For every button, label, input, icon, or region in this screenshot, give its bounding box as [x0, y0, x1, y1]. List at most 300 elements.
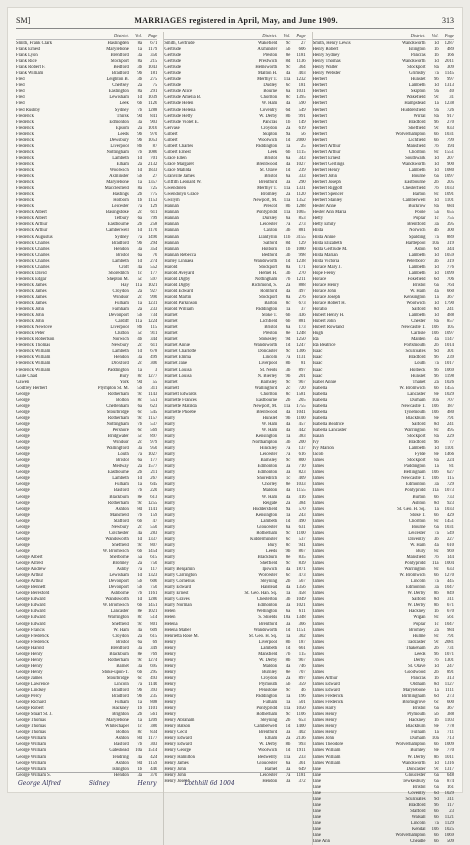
- entry-name: James Theodore: [312, 742, 344, 748]
- entry-page: 670: [446, 609, 454, 615]
- entry-page: 115: [150, 325, 158, 331]
- entry-page: 1490: [147, 234, 158, 240]
- entry-district: Leicester: [408, 530, 426, 536]
- entry-volume: 5b: [137, 385, 142, 391]
- entry-district: Lancaster: [407, 391, 426, 397]
- entry-name: George: [16, 409, 30, 415]
- entry-name: James: [312, 548, 325, 554]
- entry-page: 1065: [296, 210, 306, 216]
- entry-district: Derby: [413, 657, 426, 663]
- entry-district: Wigan: [413, 615, 426, 621]
- entry-page: 395: [446, 222, 454, 228]
- entry-district: Warrington: [404, 567, 426, 573]
- entry-name: Herbert Arthur: [312, 143, 341, 149]
- entry-volume: 6b: [433, 512, 439, 518]
- entry-district: Tendring: [112, 754, 129, 760]
- entry-page: 473: [298, 573, 306, 579]
- entry-name: George Edward: [16, 615, 46, 621]
- name-header: [313, 32, 383, 39]
- entry-district: Edmonton: [405, 482, 426, 488]
- entry-name: Herbert: [312, 101, 327, 107]
- entry-name: Herbert: [312, 137, 327, 143]
- entry-page: 267: [150, 476, 158, 482]
- entry-district: Hendon: [114, 246, 129, 252]
- entry-district: Sheffield: [111, 542, 129, 548]
- entry-district: Wolverhampton: [395, 131, 426, 137]
- entry-volume: 4a: [285, 663, 291, 669]
- entry-district: Cheadle: [410, 839, 426, 845]
- entry-volume: 8e: [137, 651, 142, 657]
- entry-page: 359: [298, 681, 306, 687]
- entry-page: 800: [298, 458, 306, 464]
- entry-district: Brentwood: [256, 409, 278, 415]
- entry-name: Isaac: [312, 349, 323, 355]
- entry-page: 47: [152, 518, 158, 524]
- entry-page: 367: [446, 294, 454, 300]
- entry-page: 1025: [444, 827, 454, 833]
- entry-page: 1033: [444, 506, 454, 512]
- entry-page: 1871: [296, 567, 306, 573]
- handwritten-note: Sidney: [88, 780, 110, 787]
- entry-volume: 4a: [285, 494, 291, 500]
- entry-volume: 6b: [433, 573, 439, 579]
- entry-district: Croft: [118, 264, 129, 270]
- entry-name: George Henry: [16, 657, 43, 663]
- entry-name: Ida: [312, 337, 319, 343]
- entry-page: 1097: [444, 331, 454, 337]
- entry-name: Herbert: [312, 131, 327, 137]
- entry-name: Frederick William: [16, 361, 51, 367]
- page-header: [16, 14, 454, 29]
- entry-page: 1331: [296, 186, 306, 192]
- entry-volume: 10b: [431, 403, 439, 409]
- entry-district: Rotherham: [256, 530, 278, 536]
- entry-page: 606: [298, 47, 306, 53]
- entry-district: Mansfield: [258, 651, 278, 657]
- entry-name: Harry: [164, 542, 176, 548]
- entry-volume: 11a: [432, 488, 439, 494]
- entry-name: Gertrude: [164, 59, 181, 65]
- entry-district: Leeds: [414, 651, 426, 657]
- entry-page: 561: [150, 712, 158, 718]
- entry-district: W. Ham: [261, 101, 278, 107]
- entry-district: Stourbridge: [106, 675, 129, 681]
- entry-district: Coventry: [259, 107, 278, 113]
- entry-name: George Henry: [16, 669, 43, 675]
- entry-page: 1111: [445, 688, 454, 694]
- entry-district: Barnet: [264, 766, 278, 772]
- entry-volume: 9d: [433, 349, 439, 355]
- entry-district: Lambeth: [112, 258, 129, 264]
- entry-page: 166: [446, 53, 454, 59]
- entry-volume: 9b: [433, 77, 439, 83]
- entry-page: 115: [298, 651, 306, 657]
- header-surname: SM]: [16, 16, 31, 25]
- entry-volume: 9a: [285, 131, 291, 137]
- entry-page: 239: [298, 167, 306, 173]
- entry-page: 1400: [296, 724, 306, 730]
- entry-district: Barton: [412, 192, 426, 198]
- entry-district: Ashton: [115, 736, 129, 742]
- entry-volume: 3a: [285, 470, 291, 476]
- entry-district: Bristol: [412, 282, 426, 288]
- entry-district: Hinckley: [260, 446, 278, 452]
- entry-page: 1179: [148, 47, 158, 53]
- entry-name: George James: [16, 675, 43, 681]
- entry-volume: 1d: [137, 258, 142, 264]
- entry-name: James: [312, 651, 325, 657]
- entry-volume: 4b: [137, 337, 142, 343]
- entry-volume: 4a: [285, 161, 291, 167]
- entry-district: Lewisham: [109, 573, 129, 579]
- entry-page: 215: [150, 59, 158, 65]
- entry-name: Harold Digby: [164, 276, 191, 282]
- entry-volume: 6a: [137, 216, 142, 222]
- entry-name: Harriette Frances: [164, 397, 197, 403]
- entry-page: 205: [298, 397, 306, 403]
- entry-page: 857: [446, 319, 454, 325]
- handwritten-annotations: [18, 780, 452, 790]
- entry-district: Chesterfield: [402, 186, 426, 192]
- entry-volume: 8a: [434, 434, 439, 440]
- entry-page: 990: [150, 294, 158, 300]
- entry-district: Stoke T.: [261, 313, 278, 319]
- entry-volume: 1d: [433, 270, 439, 276]
- entry-volume: 9c: [285, 379, 291, 385]
- entry-page: 1041: [296, 409, 306, 415]
- entry-volume: 1d: [433, 301, 439, 307]
- entry-volume: 9d: [433, 796, 439, 802]
- entry-district: Paddington: [255, 307, 278, 313]
- entry-district: Rotherham: [108, 391, 129, 397]
- entry-district: Bristol: [116, 639, 129, 645]
- entry-name: James Edward: [312, 681, 340, 687]
- entry-volume: 1d: [285, 167, 291, 173]
- entry-name: Frederick Newlove: [16, 325, 53, 331]
- entry-name: James: [312, 524, 325, 530]
- entry-name: Ivy: [312, 440, 319, 446]
- entry-district: Cheltenham: [106, 403, 129, 409]
- entry-volume: 7a: [434, 361, 439, 367]
- entry-volume: 1d: [137, 167, 142, 173]
- entry-district: Nottingham: [106, 421, 129, 427]
- entry-page: 1287: [444, 41, 454, 46]
- entry-volume: 7a: [434, 234, 439, 240]
- entry-page: 750: [150, 585, 158, 591]
- entry-name: George William: [16, 742, 46, 748]
- entry-district: Lincoln: [410, 579, 426, 585]
- entry-district: Chester: [411, 319, 426, 325]
- register-page: [8, 8, 462, 845]
- entry-district: Stockport: [407, 458, 426, 464]
- entry-district: W. Ham: [261, 428, 278, 433]
- entry-district: Bristol: [264, 325, 278, 331]
- entry-volume: 6b: [433, 808, 439, 814]
- entry-volume: 6b: [433, 137, 439, 143]
- entry-name: Frederick Charles: [16, 252, 50, 258]
- entry-district: Thirsk: [116, 113, 129, 119]
- entry-volume: 1d: [433, 41, 439, 46]
- entry-district: Walsall: [411, 815, 426, 820]
- entry-page: 196: [298, 694, 306, 700]
- entry-volume: 6d: [433, 276, 439, 282]
- entry-volume: 7a: [434, 71, 439, 77]
- entry-page: 354: [150, 246, 158, 252]
- entry-district: Sculcoates: [405, 349, 426, 355]
- entry-name: Smith, Henry Lewis: [312, 41, 351, 46]
- entry-volume: 8c: [137, 373, 142, 379]
- entry-name: Jane: [312, 766, 321, 772]
- entry-volume: 1a: [285, 143, 291, 149]
- entry-page: 490: [298, 518, 306, 524]
- entry-volume: 6b: [433, 839, 439, 845]
- entry-page: 660: [446, 288, 454, 294]
- entry-page: 706: [446, 276, 454, 282]
- entry-district: Lincoln: [262, 355, 278, 361]
- entry-volume: 2a: [285, 192, 291, 198]
- entry-volume: 7a: [434, 821, 439, 827]
- entry-district: Liverpool: [110, 143, 129, 149]
- entry-page: 25: [300, 143, 306, 149]
- entry-district: Haslingden: [107, 41, 129, 46]
- entry-page: 1317: [444, 766, 454, 772]
- entry-district: Brighton: [112, 712, 129, 718]
- entry-district: W. Ham: [261, 494, 278, 500]
- entry-name: Helen: [164, 609, 176, 615]
- name-header: [164, 32, 234, 39]
- entry-name: Hilda Marian: [312, 252, 338, 258]
- entry-volume: 6a: [285, 174, 291, 180]
- entry-district: Grimsby: [409, 71, 426, 77]
- entry-district: W. Ham: [113, 627, 129, 633]
- entry-name: Helen: [164, 615, 176, 621]
- entry-volume: 7a: [434, 530, 439, 536]
- entry-name: George Stuart St. J.: [16, 712, 53, 718]
- entry-volume: 1a: [137, 482, 142, 488]
- entry-district: Cardiff: [115, 319, 129, 325]
- entry-page: 707: [446, 397, 454, 403]
- entry-volume: 1d: [433, 252, 439, 258]
- entry-page: 117: [150, 567, 158, 573]
- entry-volume: 8a: [434, 204, 439, 210]
- entry-page: 177: [150, 458, 158, 464]
- entry-district: Sydney: [114, 234, 129, 240]
- entry-district: W. Ham: [410, 542, 426, 548]
- entry-volume: 8a: [137, 41, 142, 46]
- entry-page: 649: [298, 766, 306, 772]
- entry-district: Liverpool: [110, 325, 129, 331]
- entry-volume: 3a: [137, 645, 142, 651]
- entry-name: Hubert Rowland: [312, 325, 344, 331]
- entry-page: 655: [446, 210, 454, 216]
- entry-page: 897: [298, 675, 306, 681]
- entry-page: 117: [447, 802, 454, 808]
- entry-district: Fulham: [262, 700, 278, 706]
- entry-name: Herbert: [312, 119, 327, 125]
- entry-volume: 1a: [285, 307, 291, 313]
- entry-district: Sherborne: [109, 554, 129, 560]
- entry-volume: 8d: [433, 597, 439, 603]
- entry-page: 671: [150, 41, 158, 46]
- entry-district: W. Ham: [261, 421, 278, 427]
- entry-district: Tadcaster: [407, 639, 426, 645]
- entry-page: 967: [298, 379, 306, 385]
- entry-district: W. Derby: [259, 742, 278, 748]
- entry-page: 1039: [147, 95, 158, 101]
- entry-page: 1153: [148, 198, 158, 204]
- entry-name: Ida Beatrice: [312, 343, 336, 349]
- entry-volume: 4a: [285, 488, 291, 494]
- entry-district: Tewkesbury: [402, 778, 426, 784]
- entry-name: Jane: [312, 772, 321, 778]
- entry-page: 970: [150, 131, 158, 137]
- entry-volume: 3a: [285, 464, 291, 470]
- entry-page: 509: [446, 839, 454, 845]
- entry-district: Southwark: [405, 155, 426, 161]
- entry-page: 1232: [296, 77, 306, 83]
- entry-district: Barnsley: [260, 379, 278, 385]
- entry-page: 445: [446, 579, 454, 585]
- entry-page: 1073: [444, 488, 454, 494]
- entry-page: 552: [150, 264, 158, 270]
- entry-volume: 9c: [434, 125, 439, 131]
- entry-page: 306: [150, 361, 158, 367]
- entry-name: Gervase: [164, 125, 180, 131]
- column-header: [164, 32, 305, 40]
- entry-name: Isabella: [312, 397, 328, 403]
- entry-name: Herbert: [312, 89, 327, 95]
- entry-district: Kendal: [411, 827, 426, 833]
- entry-page: 1161: [148, 591, 158, 597]
- entry-volume: 8c: [285, 542, 291, 548]
- entry-name: James: [312, 573, 325, 579]
- entry-page: 1021: [147, 609, 158, 615]
- entry-volume: 9b: [433, 367, 439, 373]
- entry-page: 1053: [147, 137, 158, 143]
- entry-name: Harold Edward: [164, 288, 194, 294]
- entry-page: 291: [150, 89, 158, 95]
- entry-district: Bristol: [412, 706, 426, 712]
- entry-name: James: [312, 488, 325, 494]
- entry-district: Wallingford: [254, 385, 278, 391]
- entry-page: 495: [446, 428, 454, 433]
- entry-district: Hampstead: [404, 101, 426, 107]
- entry-page: 181: [150, 71, 158, 77]
- entry-name: Frederick: [16, 125, 34, 131]
- entry-name: Grace Margaret: [164, 161, 194, 167]
- entry-district: Wolverhampton: [395, 742, 426, 748]
- entry-page: 627: [446, 470, 454, 476]
- entry-name: George: [16, 428, 30, 433]
- entry-name: George Edward: [16, 603, 46, 609]
- entry-page: 514: [150, 615, 158, 621]
- entry-district: Elham: [116, 161, 129, 167]
- entry-name: Frederick William: [16, 349, 51, 355]
- entry-volume: 7b: [137, 421, 142, 427]
- entry-volume: 8c: [434, 428, 439, 433]
- entry-district: Gloucester: [256, 524, 278, 530]
- entry-district: S. Shields: [258, 615, 278, 621]
- entry-name: Frederick Edgar: [16, 276, 47, 282]
- entry-name: Granville James: [164, 174, 195, 180]
- entry-district: Paddington: [255, 694, 278, 700]
- entry-district: Norwich: [112, 337, 129, 343]
- entry-district: Colchester: [108, 530, 129, 536]
- entry-district: Malton H.: [257, 71, 278, 77]
- entry-district: Pancras: [262, 119, 278, 125]
- entry-volume: 3b: [285, 597, 291, 603]
- entry-page: 241: [446, 421, 454, 427]
- entry-page: 309: [446, 65, 454, 71]
- entry-district: Hackney: [112, 706, 129, 712]
- entry-page: 1031: [296, 89, 306, 95]
- entry-page: 969: [446, 548, 454, 554]
- entry-district: Lambeth: [408, 83, 426, 89]
- entry-district: Wolverhampton: [395, 833, 426, 839]
- entry-name: Isabella: [312, 409, 328, 415]
- entry-name: Herbert: [312, 107, 327, 113]
- entry-name: George: [16, 434, 30, 440]
- entry-page: 294: [150, 240, 158, 246]
- entry-page: 1091: [444, 192, 454, 198]
- entry-volume: 2a: [137, 464, 142, 470]
- entry-volume: 6b: [433, 833, 439, 839]
- entry-name: Frederick: [16, 143, 34, 149]
- entry-name: Horace Henry: [312, 282, 340, 288]
- entry-name: Jane: [312, 827, 321, 833]
- entry-page: 367: [446, 706, 454, 712]
- entry-volume: 1c: [434, 621, 439, 627]
- entry-name: Henry: [164, 651, 177, 657]
- entry-name: James: [312, 464, 325, 470]
- entry-district: Mansfield: [109, 512, 129, 518]
- entry-name: Harriet Jane: [164, 361, 188, 367]
- entry-district: Buckrow: [408, 204, 426, 210]
- entry-page: 173: [298, 325, 306, 331]
- entry-volume: 4a: [285, 71, 291, 77]
- entry-volume: 1d: [433, 198, 439, 204]
- entry-page: 897: [298, 367, 306, 373]
- entry-volume: 9c: [285, 458, 291, 464]
- register-entry: [16, 773, 157, 779]
- entry-name: Harold William: [164, 307, 194, 313]
- entry-page: 2081: [444, 639, 454, 645]
- entry-district: Hastings: [112, 192, 129, 198]
- entry-name: Harry: [164, 446, 176, 452]
- entry-name: James William: [312, 754, 341, 760]
- entry-page: 549: [446, 530, 454, 536]
- entry-page: 171: [298, 264, 306, 270]
- entry-name: James: [312, 585, 325, 591]
- entry-page: 1021: [296, 603, 306, 609]
- entry-page: 671: [446, 603, 454, 609]
- entry-volume: 1d: [433, 161, 439, 167]
- entry-volume: 1d: [137, 349, 142, 355]
- register-columns: [16, 32, 454, 845]
- entry-page: 633: [446, 567, 454, 573]
- entry-name: Harry: [164, 548, 176, 554]
- entry-name: Hetty Emily: [312, 222, 336, 228]
- entry-district: Barnet: [116, 663, 129, 669]
- entry-page: 888: [298, 282, 306, 288]
- entry-volume: 6a: [434, 524, 439, 530]
- entry-name: Frederick: [16, 186, 34, 192]
- entry-name: George: [16, 488, 30, 494]
- entry-name: Hannah: [164, 228, 179, 234]
- entry-name: Harry Graves: [164, 597, 190, 603]
- entry-name: Gertrude Violet E.: [164, 119, 199, 125]
- entry-page: 645: [150, 482, 158, 488]
